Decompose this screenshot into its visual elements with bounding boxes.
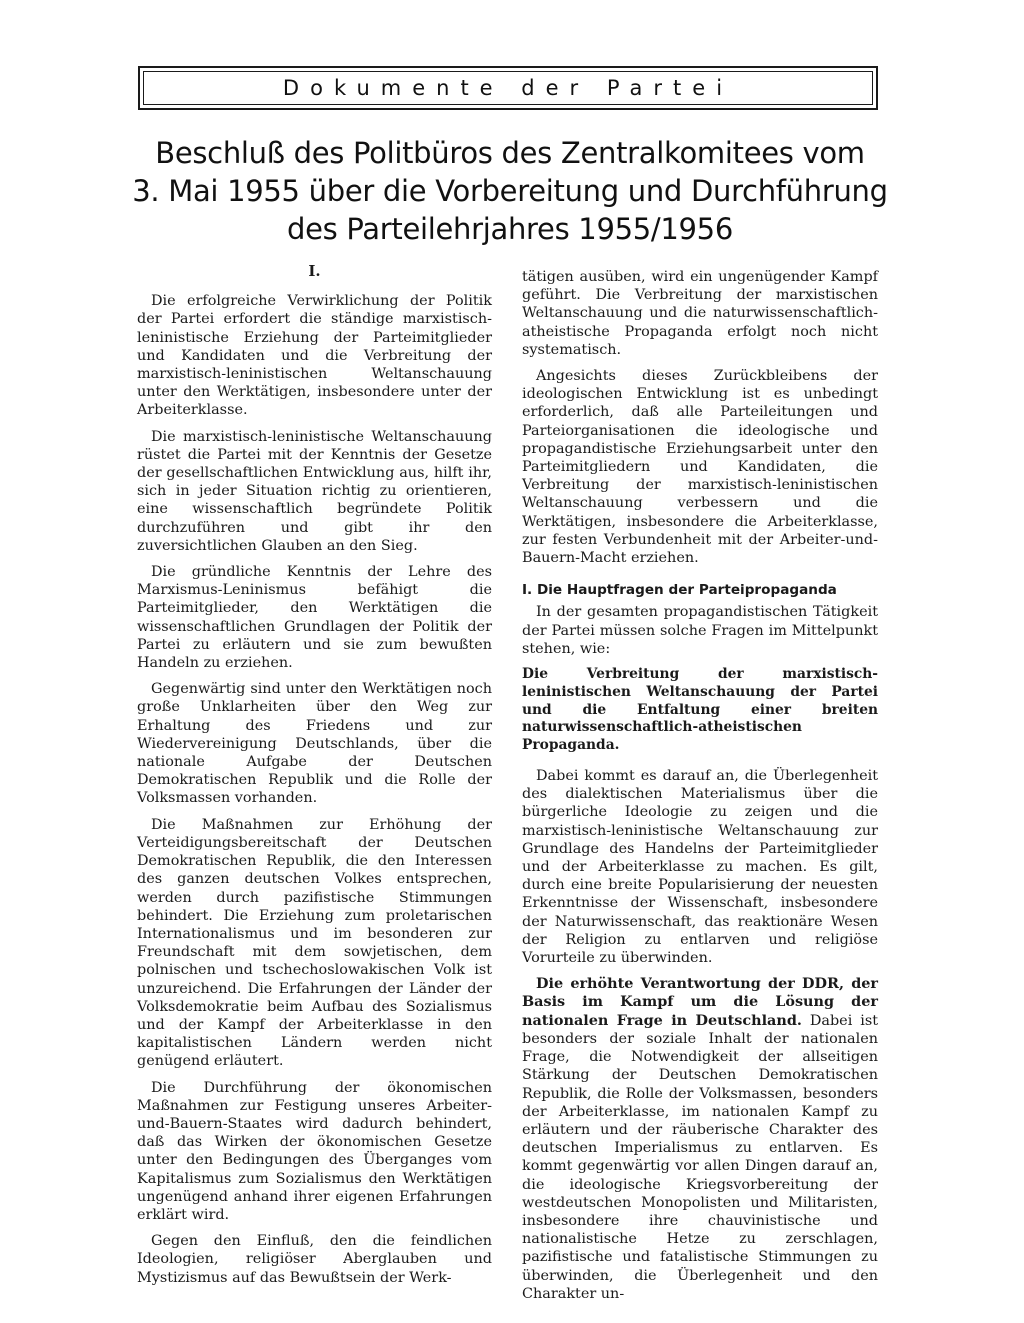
continued-paragraph: tätigen ausüben, wird ein ungenügender Kampf geführt. Die Verbreitung der marxistischen Weltanschauung und die naturwissenschaftlich-atheistische Propaganda erfolgt noch nicht systematisch. [522,269,878,358]
left-column [137,262,492,1295]
paragraph-with-bold-lead [522,975,878,1303]
paragraph: Angesichts dieses Zurückbleibens der ideologischen Entwicklung ist es unbedingt erforderlich, daß alle Parteileitungen und Parteiorganisationen die ideologische und propagandistische Erziehungsarbeit unter den Parteimitgliedern und Kandidaten, die Verbreitung der marxistisch-leninistischen Weltanschauung verbessern und die Werktätigen, insbesondere die Arbeiterklasse, zur festen Verbundenheit mit der Arbeiter-und-Bauern-Macht erziehen. [522,368,878,567]
title-line-3: des Parteilehrjahres 1955/1956 [287,212,733,246]
paragraph: Dabei kommt es darauf an, die Überlegenheit des dialektischen Materialismus über die bürgerliche Ideologie zu zeigen und die marxistisch-leninistische Weltanschauung zur Grundlage des Handelns der Parteimitglieder und der Arbeiterklasse zu machen. Es gilt, durch eine breite Popularisierung der neuesten Erkenntnisse der Wissenschaft, insbesondere der Naturwissenschaft, das reaktionäre Wesen der Religion zu entlarven und religiöse Vorurteile zu überwinden. [522,768,878,967]
title-line-1: Beschluß des Politbüros des Zentralkomitees vom [155,136,865,170]
bold-topic-2: Die erhöhte Verantwortung der DDR, der Basis im Kampf um die Lösung der nationalen Frage in Deutschland. [522,975,878,1029]
paragraph: Die Maßnahmen zur Erhöhung der Verteidigungsbereitschaft der Deutschen Demokratischen Republik, die den Interessen des ganzen deutschen Volkes entsprechen, werden durch pazifistische Stimmungen behindert. Die Erziehung zum proletarischen Internationalismus und im besonderen zur Freundschaft mit dem sowjetischen, dem polnischen und tschechoslowakischen Volk ist unzureichend. Die Erfahrungen der Länder der Volksdemokratie beim Aufbau des Sozialismus und der Kampf der Arbeiterklasse in den kapitalistischen Ländern werden nicht genügend erläutert. [137,816,492,1070]
paragraph: Gegenwärtig sind unter den Werktätigen noch große Unklarheiten über den Weg zur Erhaltung des Friedens und zur Wiedervereinigung Deutschlands, über die nationale Aufgabe der Deutschen Demokratischen Republik und die Rolle der Volksmassen vorhanden. [137,681,492,807]
paragraph: Die Durchführung der ökonomischen Maßnahmen zur Festigung unseres Arbeiter-und-Bauern-Staates wird dadurch behindert, daß das Wirken der ökonomischen Gesetze unter den Bedingungen des Überganges vom Kapitalismus zum Sozialismus den Werktätigen ungenügend anhand ihrer eigenen Erfahrungen erklärt wird. [137,1079,492,1223]
bold-topic-1: Die Verbreitung der marxistisch-leninistischen Weltanschauung der Partei und die Entfaltung einer breiten naturwissenschaftlich-atheistischen Propaganda. [522,666,878,754]
paragraph: In der gesamten propagandistischen Tätigkeit der Partei müssen solche Fragen im Mittelpunkt stehen, wie: [522,604,878,657]
paragraph: Die marxistisch-leninistische Weltanschauung rüstet die Partei mit der Kenntnis der Gesetze der gesellschaftlichen Entwicklung aus, hilft ihr, sich in jeder Situation richtig zu orientieren, eine wissenschaftlich begründete Politik durchzuführen und gibt ihr den zuversichtlichen Glauben an den Sieg. [137,428,492,554]
section-header-box [138,66,878,110]
document-title [120,134,900,248]
roman-numeral-heading: I. [308,262,321,280]
paragraph: Die erfolgreiche Verwirklichung der Politik der Partei erfordert die ständige marxistisch-leninistische Erziehung der Parteimitglieder und Kandidaten und die Verbreitung der marxistisch-leninistischen Weltanschauung unter den Werktätigen, insbesondere unter der Arbeiterklasse. [137,293,492,419]
section-heading: I. Die Hauptfragen der Parteipropaganda [522,582,837,599]
right-column [522,268,878,1311]
section-header-label: Dokumente der Partei [282,76,734,100]
paragraph: Die gründliche Kenntnis der Lehre des Marxismus-Leninismus befähigt die Parteimitglieder, den Werktätigen die wissenschaftlichen Grundlagen der Politik der Partei zu erläutern und sie zum bewußten Handeln zu erziehen. [137,564,492,672]
title-line-2: 3. Mai 1955 über die Vorbereitung und Durchführung [132,174,888,208]
paragraph-body: Dabei ist besonders der soziale Inhalt der nationalen Frage, die Notwendigkeit der allseitigen Stärkung der Deutschen Demokratischen Republik, die Rolle der Volksmassen, besonders der Arbeiterklasse, im nationalen Kampf zu erläutern und der räuberische Charakter des deutschen Imperialismus zu entlarven. Es kommt gegenwärtig vor allen Dingen darauf an, die ideologische Kriegsvorbereitung der westdeutschen Monopolisten und Militaristen, insbesondere ihre chauvinistische und nationalistische Hetze zu zerschlagen, pazifistische und fatalistische Stimmungen zu überwinden, die Überlegenheit und den Charakter un- [522,1012,878,1302]
paragraph: Gegen den Einfluß, den die feindlichen Ideologien, religiöser Aberglauben und Mystizismus auf das Bewußtsein der Werk- [137,1233,492,1286]
